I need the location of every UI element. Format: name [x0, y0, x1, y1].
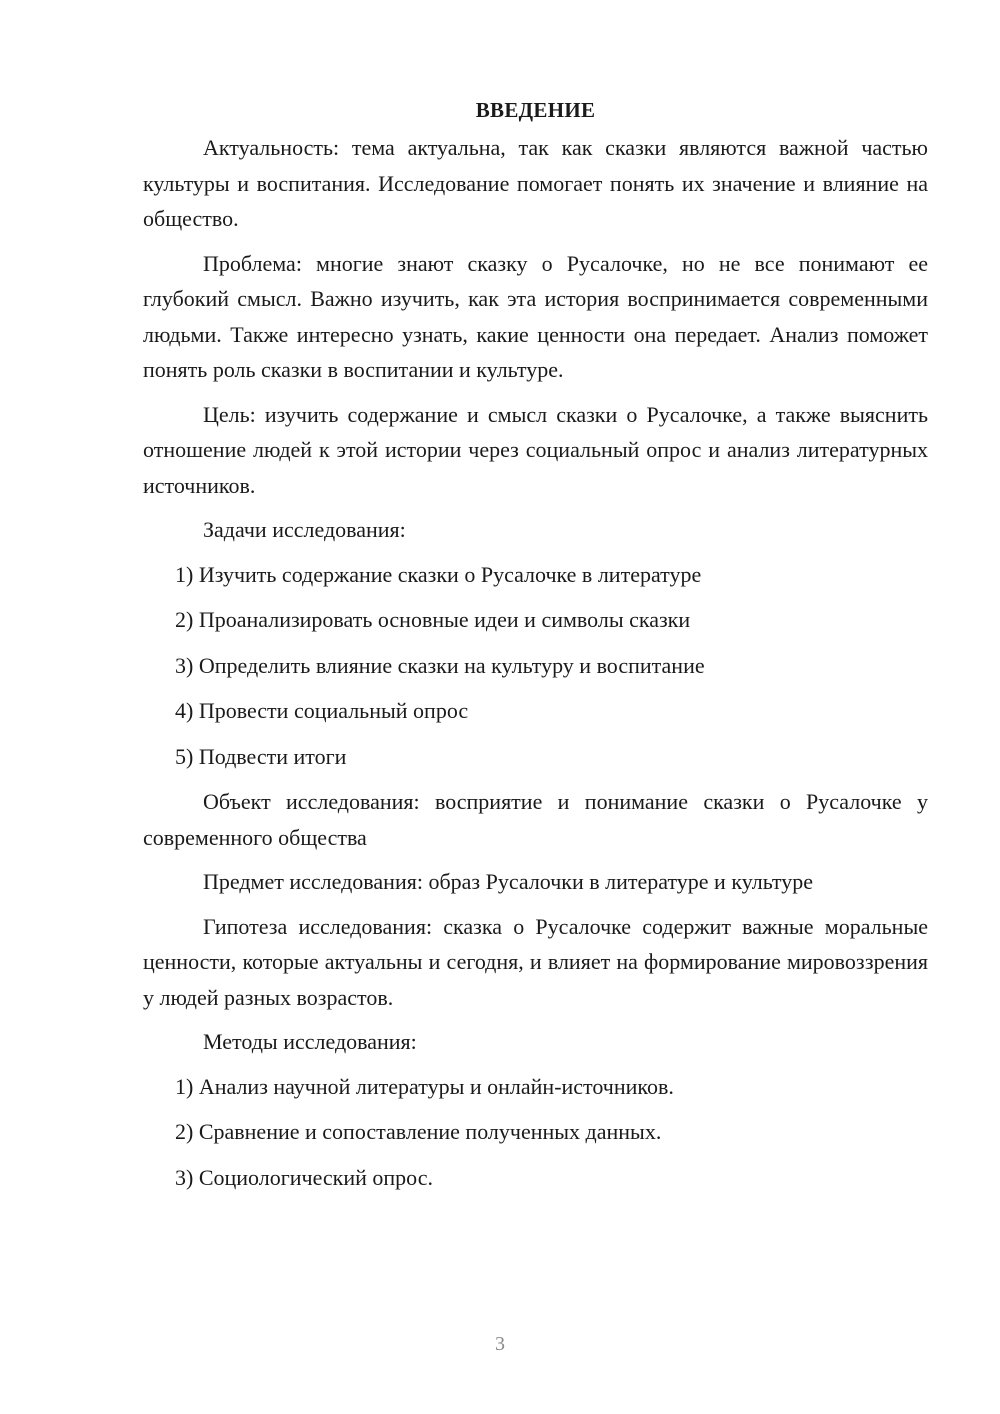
list-item: 4) Провести социальный опрос: [175, 698, 469, 723]
list-item: 1) Изучить содержание сказки о Русалочке в литературе: [175, 561, 702, 587]
methods-heading: Методы исследования:: [203, 1029, 417, 1054]
page-number: 3: [495, 1333, 505, 1355]
tasks-heading: Задачи исследования:: [203, 517, 406, 542]
section-title: ВВЕДЕНИЕ: [475, 98, 596, 122]
list-item: 2) Проанализировать основные идеи и символы сказки: [175, 607, 691, 632]
methods-list: [143, 1069, 928, 1196]
problem-paragraph: Проблема: многие знают сказку о Русалочке, но не все понимают ее глубокий смысл. Важно изучить, как эта история воспринимается современными людьми. Также интересно узнать, какие ценности она передает. Анализ поможет понять роль сказки в воспитании и культуре.: [143, 250, 928, 382]
tasks-list: [143, 557, 928, 775]
subject-paragraph: Предмет исследования: образ Русалочки в литературе и культуре: [203, 869, 814, 894]
list-item: 3) Социологический опрос.: [175, 1164, 433, 1190]
relevance-paragraph: Актуальность: тема актуальна, так как сказки являются важной частью культуры и воспитания. Исследование помогает понять их значение и влияние на общество.: [143, 135, 928, 231]
page-content: [143, 92, 928, 1205]
list-item: 1) Анализ научной литературы и онлайн-источников.: [175, 1073, 674, 1099]
goal-paragraph: Цель: изучить содержание и смысл сказки о Русалочке, а также выяснить отношение людей к этой истории через социальный опрос и анализ литературных источников.: [143, 401, 928, 498]
list-item: 5) Подвести итоги: [175, 743, 347, 769]
hypothesis-paragraph: Гипотеза исследования: сказка о Русалочке содержит важные моральные ценности, которые актуальны и сегодня, и влияет на формирование мировоззрения у людей разных возрастов.: [143, 913, 928, 1010]
object-paragraph: Объект исследования: восприятие и понимание сказки о Русалочке у современного общества: [143, 789, 928, 850]
list-item: 3) Определить влияние сказки на культуру и воспитание: [175, 652, 705, 678]
list-item: 2) Сравнение и сопоставление полученных данных.: [175, 1119, 662, 1144]
